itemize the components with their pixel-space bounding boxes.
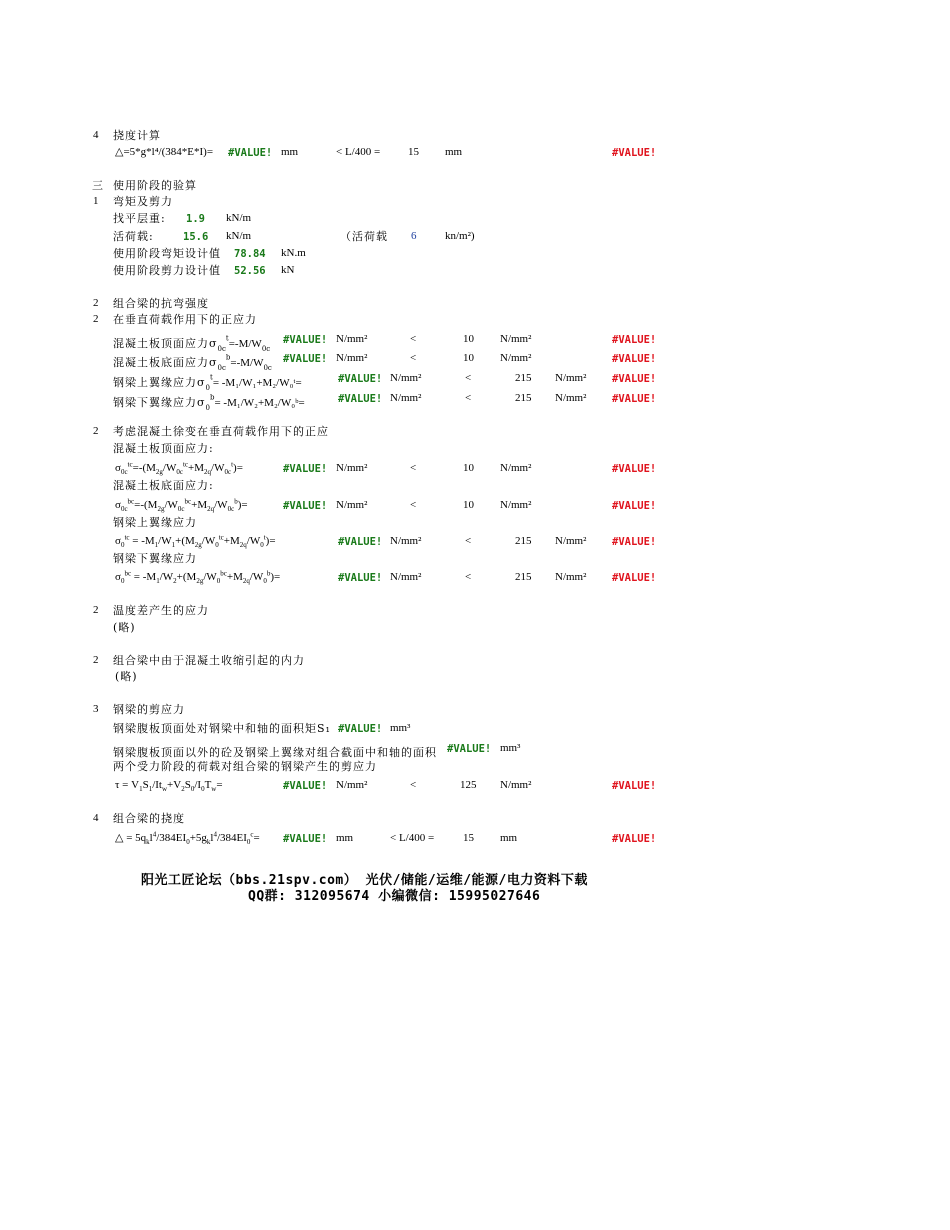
stress-value: #VALUE!: [283, 334, 328, 346]
section-number: 2: [93, 425, 99, 437]
section-number: 4: [93, 129, 99, 141]
sub-label: 钢梁下翼缘应力: [113, 552, 197, 565]
lt-sign: <: [465, 392, 472, 404]
stress-value: #VALUE!: [283, 353, 328, 365]
row-label: 混凝土板底面应力σ: [113, 356, 218, 369]
composite-deflection-formula: △ = $5q_kl^4/384EI_0+5g_kl^4/384EI_0^c=$: [115, 830, 260, 847]
check-result: #VALUE!: [612, 353, 657, 365]
stress-value: #VALUE!: [338, 572, 383, 584]
moment-value: 78.84: [234, 248, 266, 260]
limit-label: < L/400 =: [336, 146, 381, 158]
omitted-note: (略): [115, 670, 138, 683]
stress-value: #VALUE!: [283, 780, 328, 792]
unit-label: N/mm²: [336, 462, 368, 474]
check-result: #VALUE!: [612, 463, 657, 475]
section-number: 1: [93, 195, 99, 207]
section-number: 4: [93, 812, 99, 824]
row-formula: =-M/W: [228, 338, 262, 350]
check-result: #VALUE!: [612, 572, 657, 584]
lt-sign: <: [410, 779, 417, 791]
row-label: 钢梁上翼缘应力σ: [113, 376, 206, 389]
creep-formula-top: $\sigma_{0c}^{tc}=-(M_{2g}/W_{0c}^{tc}+M_{2q}/W_{0c}^t)=$: [115, 460, 243, 477]
section-number: 三: [92, 179, 104, 192]
lt-sign: <: [465, 571, 472, 583]
shear-label: 使用阶段剪力设计值: [113, 264, 221, 277]
section-title: 使用阶段的验算: [113, 179, 197, 192]
unit-label: kN/m: [226, 212, 252, 224]
live-load-value: 15.6: [183, 231, 209, 243]
lt-sign: <: [410, 333, 417, 345]
footer-contact-line: QQ群: 312095674 小编微信: 15995027646: [248, 889, 541, 904]
limit-value: 125: [460, 779, 477, 791]
live-load-note-value: 6: [411, 230, 417, 242]
unit-label: N/mm²: [555, 392, 587, 404]
row-label: 钢梁腹板顶面处对钢梁中和轴的面积矩S₁: [113, 722, 331, 735]
section-title: 温度差产生的应力: [113, 604, 209, 617]
sub-label: 钢梁上翼缘应力: [113, 516, 197, 529]
lt-sign: <: [465, 372, 472, 384]
deflection-value: #VALUE!: [283, 833, 328, 845]
footer-forum-line: 阳光工匠论坛（bbs.21spv.com） 光伏/储能/运维/能源/电力资料下载: [141, 873, 588, 888]
unit-label: N/mm²: [390, 571, 422, 583]
check-result: #VALUE!: [612, 334, 657, 346]
unit-label: N/mm²: [390, 372, 422, 384]
limit-value: 15: [408, 146, 419, 158]
unit-label: mm³: [390, 722, 411, 734]
stress-value: #VALUE!: [338, 536, 383, 548]
lt-sign: <: [410, 352, 417, 364]
row-formula: = -M₁/W₂+M₂/W₀ᵇ=: [214, 397, 305, 409]
unit-label: N/mm²: [500, 499, 532, 511]
leveling-value: 1.9: [186, 213, 205, 225]
deflection-value: #VALUE!: [228, 147, 273, 159]
unit-label: mm: [281, 146, 299, 158]
unit-label: N/mm²: [500, 352, 532, 364]
limit-label: < L/400 =: [390, 832, 435, 844]
row-label: 两个受力阶段的荷载对组合梁的钢梁产生的剪应力: [113, 760, 377, 773]
check-result: #VALUE!: [612, 500, 657, 512]
unit-label: N/mm²: [500, 333, 532, 345]
unit-label: N/mm²: [500, 462, 532, 474]
limit-value: 15: [463, 832, 474, 844]
area-moment-value: #VALUE!: [447, 743, 492, 755]
live-load-label: 活荷载:: [113, 230, 154, 243]
unit-label: mm³: [500, 742, 521, 754]
row-formula: =-M/W: [230, 357, 264, 369]
omitted-note: (略): [113, 621, 136, 634]
section-number: 2: [93, 654, 99, 666]
stress-row: 钢梁上翼缘应力$\sigma_0^t=$ -M₁/W₁+M₂/W₀ᵗ=: [113, 373, 302, 393]
section-number: 2: [93, 313, 99, 325]
shear-value: 52.56: [234, 265, 266, 277]
unit-label: N/mm²: [336, 352, 368, 364]
unit-label: N/mm²: [390, 392, 422, 404]
section-number: 3: [93, 703, 99, 715]
unit-label: mm: [445, 146, 463, 158]
live-load-note-unit: kn/m²): [445, 230, 475, 242]
unit-label: N/mm²: [555, 571, 587, 583]
check-result: #VALUE!: [612, 147, 657, 159]
check-result: #VALUE!: [612, 373, 657, 385]
unit-label: N/mm²: [336, 779, 368, 791]
limit-value: 10: [463, 462, 474, 474]
stress-value: #VALUE!: [283, 500, 328, 512]
stress-row: 混凝土板底面应力$\sigma_{0c}^b=-M/W_{0c}$: [113, 353, 272, 373]
lt-sign: <: [465, 535, 472, 547]
limit-value: 215: [515, 535, 532, 547]
deflection-formula: △=5*g*l⁴/(384*E*I)=: [115, 146, 214, 158]
unit-label: N/mm²: [390, 535, 422, 547]
section-title: 挠度计算: [113, 129, 161, 142]
section-title: 组合梁中由于混凝土收缩引起的内力: [113, 654, 305, 667]
section-number: 2: [93, 604, 99, 616]
unit-label: N/mm²: [500, 779, 532, 791]
section-title: 弯矩及剪力: [113, 195, 173, 208]
unit-label: kN: [281, 264, 295, 276]
unit-label: N/mm²: [555, 372, 587, 384]
limit-value: 215: [515, 372, 532, 384]
check-result: #VALUE!: [612, 833, 657, 845]
unit-label: mm: [500, 832, 518, 844]
limit-value: 10: [463, 333, 474, 345]
check-result: #VALUE!: [612, 536, 657, 548]
stress-row: 钢梁下翼缘应力$\sigma_0^b=$ -M₁/W₂+M₂/W₀ᵇ=: [113, 393, 305, 413]
row-label-clip: [113, 743, 445, 759]
row-label: 混凝土板顶面应力σ: [113, 337, 218, 350]
section-title: 组合梁的挠度: [113, 812, 185, 825]
unit-label: mm: [336, 832, 354, 844]
unit-label: kN.m: [281, 247, 306, 259]
sub-label: 混凝土板底面应力:: [113, 479, 214, 492]
limit-value: 10: [463, 352, 474, 364]
lt-sign: <: [410, 499, 417, 511]
tau-formula: $\tau = V_1S_1/It_w+V_2S_0/I_0T_w=$: [115, 779, 223, 794]
area-moment-value: #VALUE!: [338, 723, 383, 735]
unit-label: N/mm²: [336, 499, 368, 511]
stress-value: #VALUE!: [338, 393, 383, 405]
row-label: 钢梁下翼缘应力σ: [113, 396, 206, 409]
limit-value: 215: [515, 571, 532, 583]
row-formula: = -M₁/W₁+M₂/W₀ᵗ=: [212, 377, 302, 389]
section-title: 钢梁的剪应力: [113, 703, 185, 716]
sub-label: 混凝土板顶面应力:: [113, 442, 214, 455]
section-number: 2: [93, 297, 99, 309]
section-title: 考虑混凝土徐变在垂直荷载作用下的正应: [113, 425, 329, 438]
stress-value: #VALUE!: [338, 373, 383, 385]
creep-formula-upper: $\sigma_0^{tc} = -M_1/W_1+(M_{2g}/W_0^{tc}+M_{2q}/W_0^t)=$: [115, 533, 276, 550]
stress-row: 混凝土板顶面应力$\sigma_{0c}^t=-M/W_{0c}$: [113, 334, 271, 354]
unit-label: N/mm²: [336, 333, 368, 345]
leveling-label: 找平层重:: [113, 212, 166, 225]
unit-label: kN/m: [226, 230, 252, 242]
creep-formula-lower: $\sigma_0^{bc} = -M_1/W_2+(M_{2g}/W_0^{bc}+M_{2q}/W_0^b)=$: [115, 569, 281, 586]
unit-label: N/mm²: [555, 535, 587, 547]
creep-formula-bottom: $\sigma_{0c}^{bc}=-(M_{2g}/W_{0c}^{bc}+M_{2q}/W_{0c}^b)=$: [115, 497, 248, 514]
row-label: 钢梁腹板顶面以外的砼及钢梁上翼缘对组合截面中和轴的面积: [113, 746, 437, 759]
section-title: 组合梁的抗弯强度: [113, 297, 209, 310]
check-result: #VALUE!: [612, 780, 657, 792]
live-load-note: （活荷载: [340, 230, 388, 243]
check-result: #VALUE!: [612, 393, 657, 405]
limit-value: 215: [515, 392, 532, 404]
moment-label: 使用阶段弯矩设计值: [113, 247, 221, 260]
limit-value: 10: [463, 499, 474, 511]
stress-value: #VALUE!: [283, 463, 328, 475]
section-title: 在垂直荷载作用下的正应力: [113, 313, 257, 326]
lt-sign: <: [410, 462, 417, 474]
